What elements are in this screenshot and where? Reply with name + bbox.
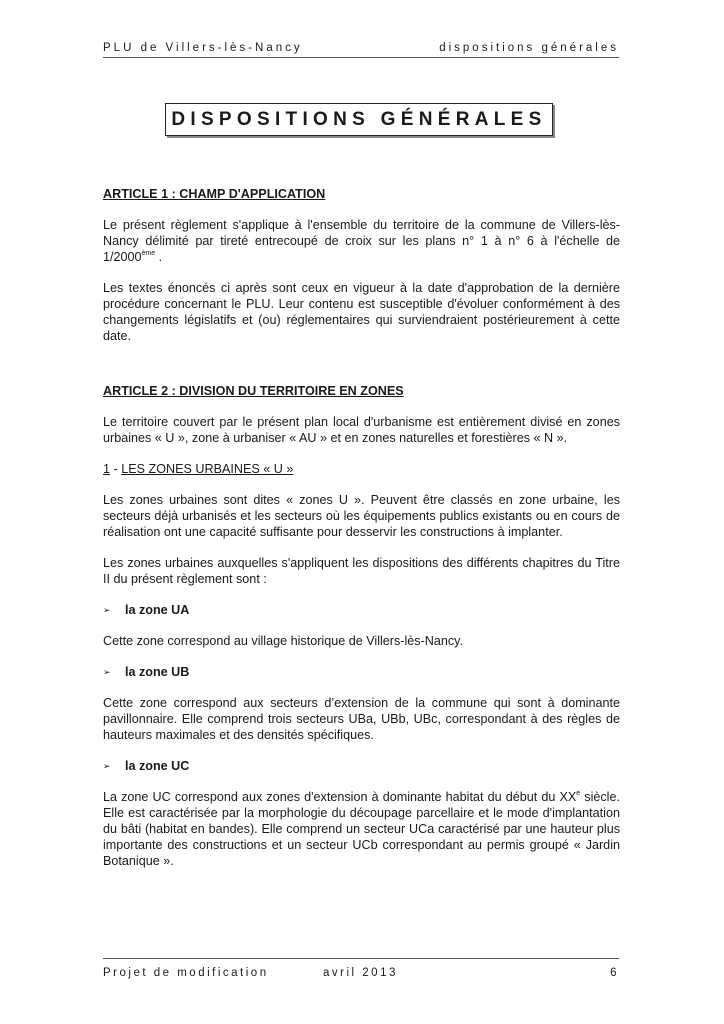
header-section-title: dispositions générales: [439, 42, 619, 54]
subsection-heading-zones-urbaines: 1 - LES ZONES URBAINES « U »: [103, 462, 294, 476]
article-2-heading: ARTICLE 2 : DIVISION DU TERRITOIRE EN ZONES: [103, 384, 404, 398]
zone-ua-item: [103, 602, 620, 618]
zone-ua-description: Cette zone correspond au village historique de Villers-lès-Nancy.: [103, 634, 464, 648]
superscript-e: e: [576, 790, 581, 797]
page-title: DISPOSITIONS GÉNÉRALES: [165, 103, 553, 136]
zone-uc-label: la zone UC: [125, 759, 190, 773]
page-header: [103, 40, 619, 58]
arrow-bullet-icon: ➢: [103, 667, 111, 677]
article-2-paragraph-1: Le territoire couvert par le présent plan local d'urbanisme est entièrement divisé en zones urbaines « U », zone à urbaniser « AU » et en zones naturelles et forestières « N ».: [103, 415, 620, 445]
arrow-bullet-icon: ➢: [103, 761, 111, 771]
article-2-paragraph-3: Les zones urbaines auxquelles s'appliquent les dispositions des différents chapitres du Titre II du présent règlement sont :: [103, 556, 620, 586]
footer-project-label: Projet de modification: [103, 967, 269, 979]
zone-ub-item: [103, 664, 620, 680]
article-1-heading: ARTICLE 1 : CHAMP D'APPLICATION: [103, 187, 326, 201]
page-footer: [103, 958, 619, 980]
footer-date: avril 2013: [323, 967, 398, 979]
zone-uc-item: [103, 758, 620, 774]
article-1-paragraph-2: Les textes énoncés ci après sont ceux en vigueur à la date d'approbation de la dernière procédure concernant le PLU. Leur contenu est susceptible d'évoluer conformément à des changements législatifs et (ou) réglementaires qui surviendraient postérieurement à cette date.: [103, 281, 620, 343]
article-2-paragraph-2: Les zones urbaines sont dites « zones U ». Peuvent être classés en zone urbaine, les secteurs déjà urbanisés et les secteurs où les équipements publics existants ou en cours de réalisation ont une capacité suffisante pour desservir les constructions à implanter.: [103, 493, 620, 539]
article-1-paragraph-1: Le présent règlement s'applique à l'ensemble du territoire de la commune de Villers-lès-Nancy délimité par tireté entrecoupé de croix sur les plans n° 1 à n° 6 à l'échelle de 1/2000ème .: [103, 218, 620, 264]
header-doc-title: PLU de Villers-lès-Nancy: [103, 42, 303, 54]
zone-ub-description: Cette zone correspond aux secteurs d’extension de la commune qui sont à dominante pavillonnaire. Elle comprend trois secteurs UBa, UBb, UBc, correspondant à des règles de hauteurs maximales et des densités spécifiques.: [103, 696, 620, 742]
zone-uc-description: La zone UC correspond aux zones d'extension à dominante habitat du début du XXe siècle. Elle est caractérisée par la morphologie du découpage parcellaire et le mode d'implantation du bâti (habitat en bandes). Elle comprend un secteur UCa caractérisé par une hauteur plus importante des constructions et un secteur UCb correspondant au permis groupé « Jardin Botanique ».: [103, 790, 620, 868]
arrow-bullet-icon: ➢: [103, 605, 111, 615]
zone-ub-label: la zone UB: [125, 665, 190, 679]
document-body: [103, 186, 620, 869]
zone-ua-label: la zone UA: [125, 603, 190, 617]
superscript-eme: ème: [141, 250, 156, 257]
footer-page-number: 6: [610, 967, 619, 979]
